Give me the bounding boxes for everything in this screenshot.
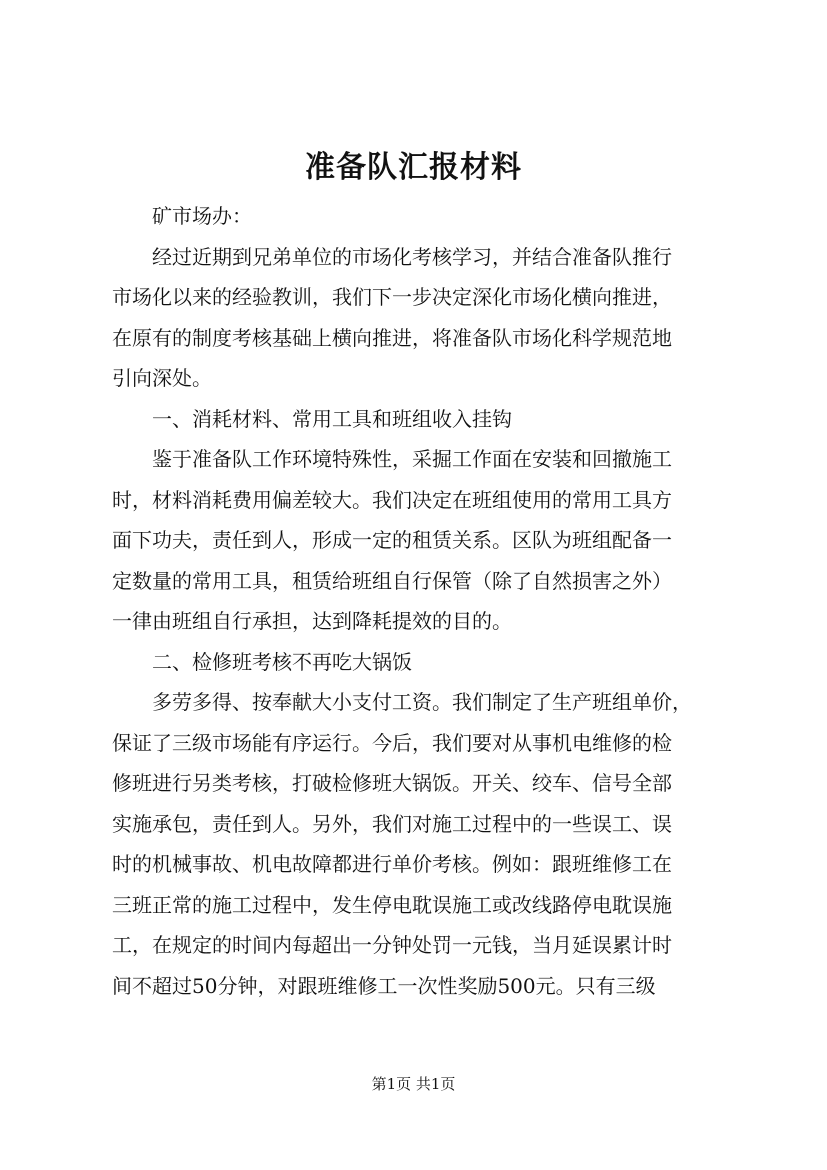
section-heading-2: 二、检修班考核不再吃大锅饭	[152, 649, 412, 674]
paragraph-line: 市场化以来的经验教训，我们下一步决定深化市场化横向推进，	[112, 285, 672, 309]
paragraph-line: 经过近期到兄弟单位的市场化考核学习，并结合准备队推行	[152, 244, 672, 269]
section-heading-1: 一、消耗材料、常用工具和班组收入挂钩	[152, 406, 512, 431]
document-body	[112, 196, 742, 1006]
paragraph-line: 鉴于准备队工作环境特殊性，采掘工作面在安装和回撤施工	[152, 447, 672, 471]
paragraph-line: 三班正常的施工过程中，发生停电耽误施工或改线路停电耽误施	[112, 892, 672, 917]
document-title: 准备队汇报材料	[305, 150, 522, 185]
paragraph-line: 时的机械事故、机电故障都进行单价考核。例如：跟班维修工在	[112, 852, 672, 876]
paragraph-line: 在原有的制度考核基础上横向推进，将准备队市场化科学规范地	[112, 325, 672, 350]
paragraph-line: 引向深处。	[112, 366, 212, 390]
paragraph-line: 实施承包，责任到人。另外，我们对施工过程中的一些误工、误	[112, 811, 672, 836]
page-number-footer: 第1页 共1页	[371, 1075, 456, 1093]
salutation-line: 矿市场办：	[152, 204, 252, 228]
paragraph-line: 工，在规定的时间内每超出一分钟处罚一元钱，当月延误累计时	[112, 933, 672, 957]
paragraph-line: 定数量的常用工具，租赁给班组自行保管（除了自然损害之外）	[112, 568, 672, 593]
paragraph-line: 面下功夫，责任到人，形成一定的租赁关系。区队为班组配备一	[112, 528, 672, 552]
paragraph-line: 时，材料消耗费用偏差较大。我们决定在班组使用的常用工具方	[112, 487, 672, 512]
paragraph-line: 保证了三级市场能有序运行。今后，我们要对从事机电维修的检	[112, 730, 672, 755]
paragraph-line: 多劳多得、按奉献大小支付工资。我们制定了生产班组单价，	[152, 690, 692, 714]
paragraph-line: 修班进行另类考核，打破检修班大锅饭。开关、绞车、信号全部	[112, 771, 672, 795]
paragraph-line: 一律由班组自行承担，达到降耗提效的目的。	[112, 609, 512, 633]
paragraph-line: 间不超过50分钟，对跟班维修工一次性奖励500元。只有三级	[112, 973, 656, 998]
